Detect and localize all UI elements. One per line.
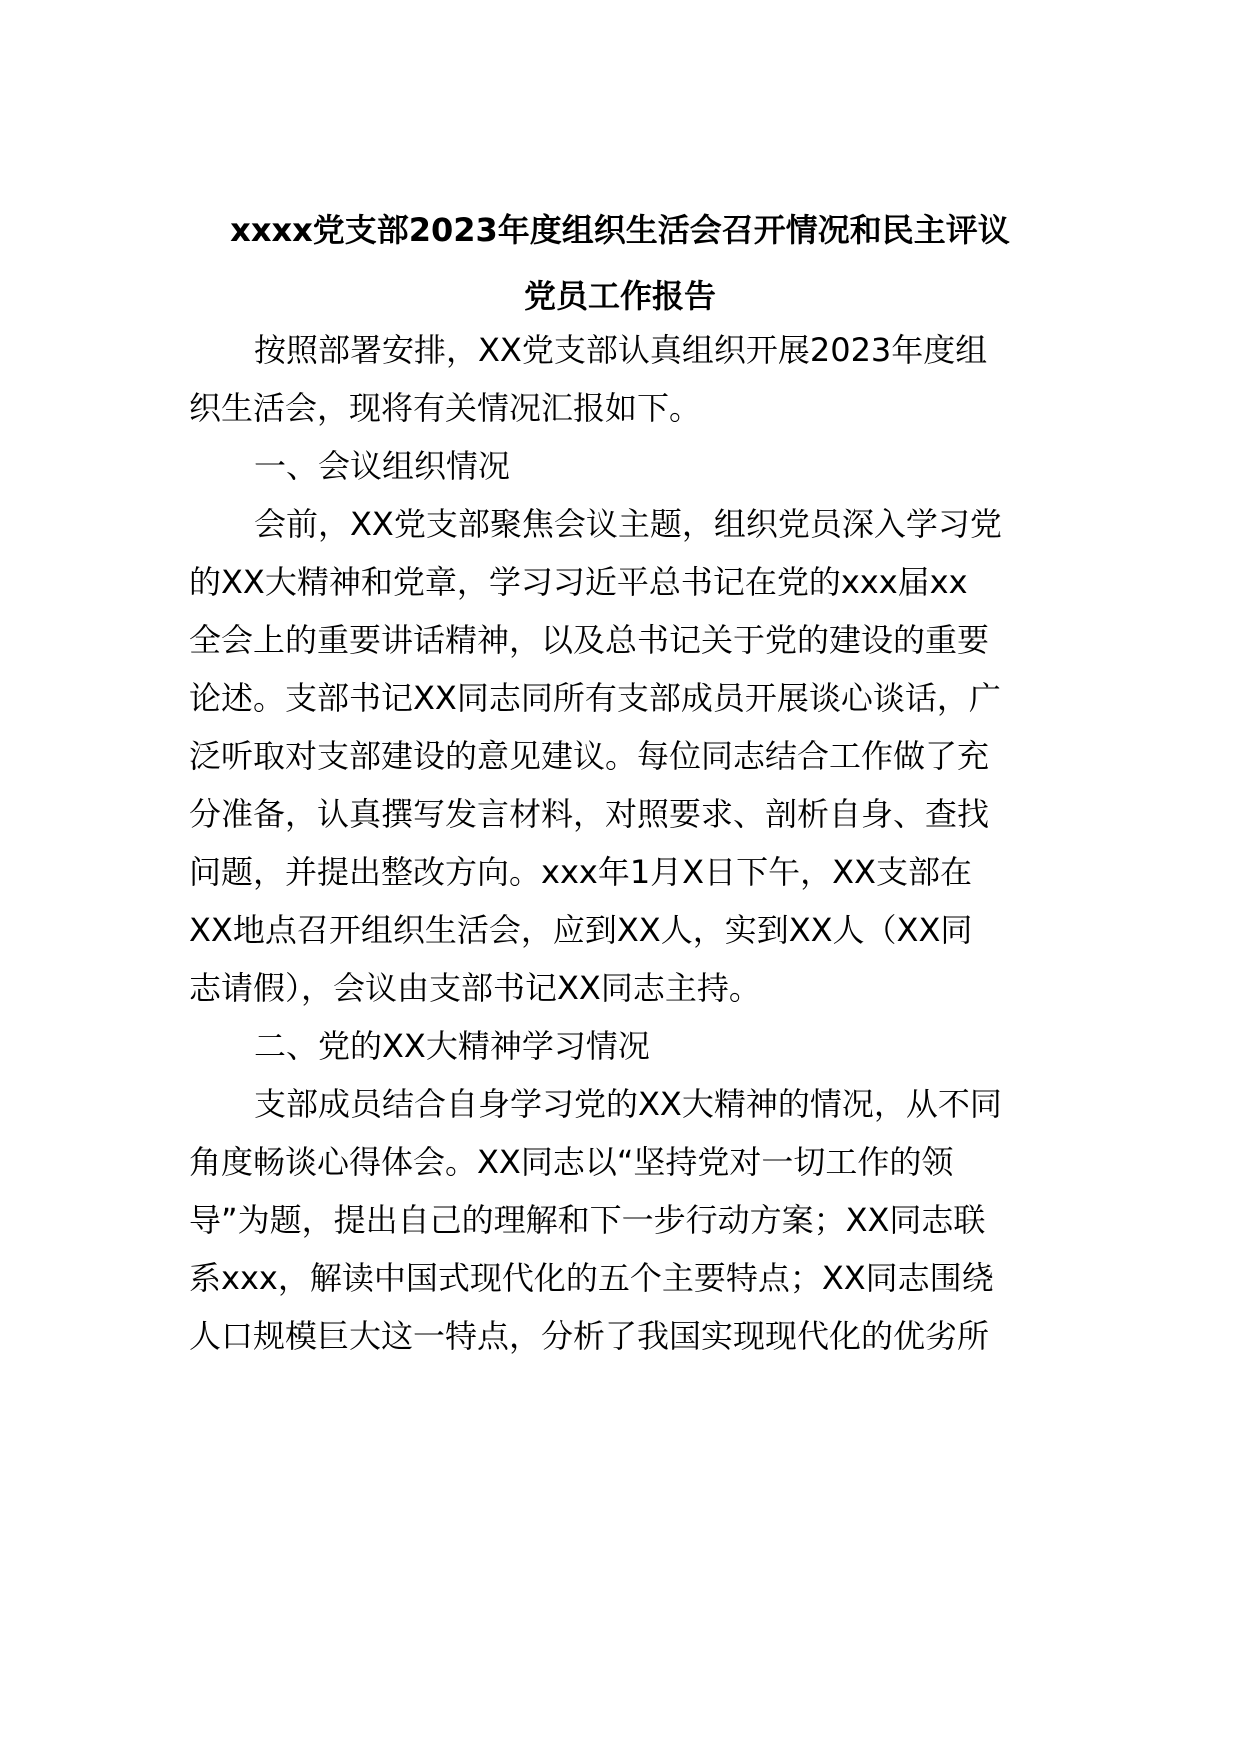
paragraph-line: 会前，XX党支部聚焦会议主题，组织党员深入学习党 <box>254 505 1002 543</box>
paragraph-line: 全会上的重要讲话精神，以及总书记关于党的建设的重要 <box>189 621 990 659</box>
paragraph-line: 志请假），会议由支部书记XX同志主持。 <box>189 969 761 1007</box>
paragraph-line: 论述。支部书记XX同志同所有支部成员开展谈心谈话，广 <box>189 679 1001 717</box>
paragraph-line: 支部成员结合自身学习党的XX大精神的情况，从不同 <box>254 1085 1002 1123</box>
paragraph-line: 导”为题，提出自己的理解和下一步行动方案；XX同志联 <box>189 1201 986 1239</box>
document-title-line-1: xxxx党支部2023年度组织生活会召开情况和民主评议 <box>230 211 1010 249</box>
paragraph-line: 问题，并提出整改方向。xxx年1月X日下午，XX支部在 <box>189 853 972 891</box>
paragraph-line: 泛听取对支部建设的意见建议。每位同志结合工作做了充 <box>189 737 990 775</box>
document-title-line-2: 党员工作报告 <box>523 277 716 315</box>
paragraph-line: XX地点召开组织生活会，应到XX人，实到XX人（XX同 <box>189 911 973 949</box>
paragraph-line: 角度畅谈心得体会。XX同志以“坚持党对一切工作的领 <box>189 1143 954 1181</box>
paragraph-line: 按照部署安排，XX党支部认真组织开展2023年度组 <box>254 331 988 369</box>
paragraph-line: 人口规模巨大这一特点，分析了我国实现现代化的优劣所 <box>189 1317 990 1355</box>
paragraph-line: 系xxx，解读中国式现代化的五个主要特点；XX同志围绕 <box>189 1259 994 1297</box>
section-heading-2: 二、党的XX大精神学习情况 <box>254 1027 650 1065</box>
paragraph-line: 织生活会，现将有关情况汇报如下。 <box>189 389 702 427</box>
section-heading-1: 一、会议组织情况 <box>254 447 511 485</box>
paragraph-line: 分准备，认真撰写发言材料，对照要求、剖析自身、查找 <box>189 795 990 833</box>
paragraph-line: 的XX大精神和党章，学习习近平总书记在党的xxx届xx <box>189 563 968 601</box>
